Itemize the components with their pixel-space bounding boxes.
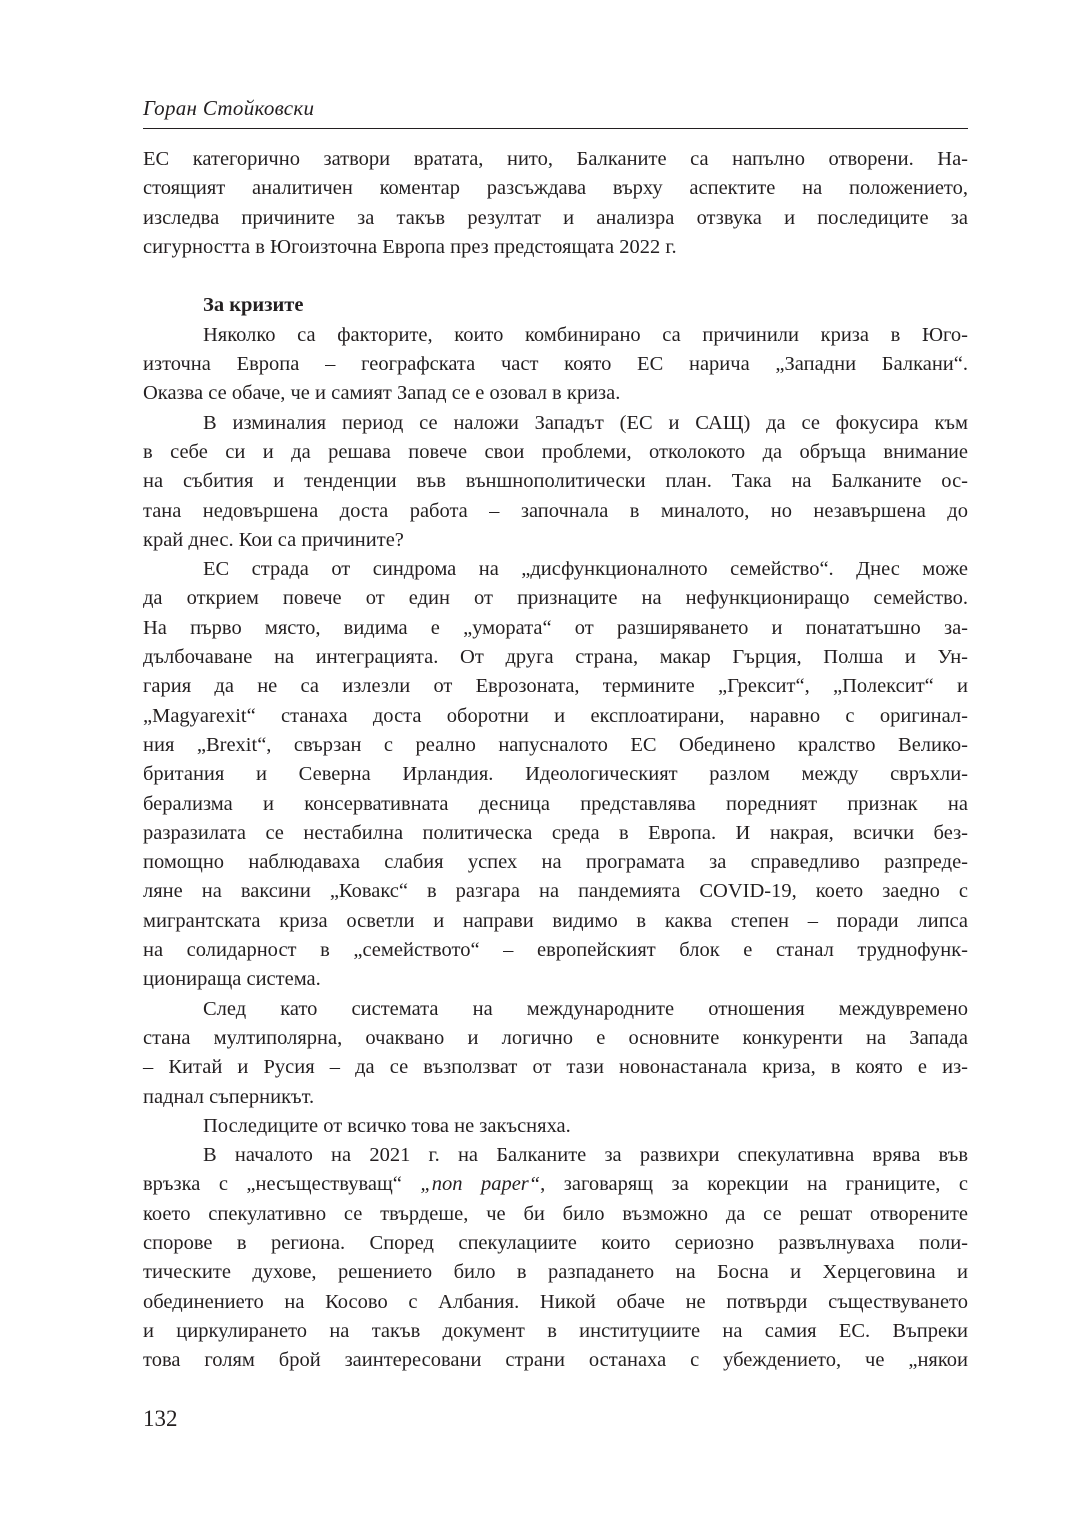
- text-line: стоящият аналитичен коментар разсъждава върху аспектите на положението,: [143, 177, 968, 200]
- text-line: помощно наблюдаваха слабия успех на програмата за справедливо разпреде-: [143, 851, 968, 874]
- text-line: гария да не са излезли от Еврозоната, термините „Грексит“, „Полексит“ и: [143, 675, 968, 698]
- text-line: край днес. Кои са причините?: [143, 528, 404, 551]
- text-line: – Китай и Русия – да се възползват от тази новонастанала криза, в която е из-: [143, 1056, 968, 1079]
- text-line: берализма и консервативната десница представлява поредният признак на: [143, 792, 968, 815]
- text-line: Оказва се обаче, че и самият Запад се е озовал в криза.: [143, 382, 621, 405]
- text-line: паднал съперникът.: [143, 1085, 315, 1108]
- text-line: В изминалия период се наложи Западът (ЕС и САЩ) да се фокусира към: [203, 411, 968, 434]
- text-line: В началото на 2021 г. на Балканите за развихри спекулативна врява във: [203, 1144, 968, 1167]
- text-line: което спекулативно се твърдеше, че би било възможно да се решат отворените: [143, 1202, 968, 1225]
- text-segment: връзка с „несъществуващ“: [143, 1173, 421, 1196]
- text-line: това голям брой заинтересовани страни останаха с убеждението, че „някои: [143, 1349, 968, 1372]
- text-line: ЕС категорично затвори вратата, нито, Балканите са напълно отворени. На-: [143, 148, 968, 170]
- text-line: ния „Brexit“, свързан с реално напусналото ЕС Обединено кралство Велико-: [143, 733, 968, 756]
- text-segment: , заговарящ за корекции на границите, с: [540, 1173, 968, 1196]
- text-line: стана мултиполярна, очаквано и логично е основните конкуренти на Запада: [143, 1026, 968, 1049]
- text-line: ционираща система.: [143, 968, 321, 991]
- text-line: изследва причините за такъв резултат и анализра отзвука и последиците за: [143, 206, 968, 229]
- text-line: обединението на Косово с Албания. Никой обаче не потвърди съществуването: [143, 1290, 968, 1313]
- text-line: и циркулирането на такъв документ в институциите на самия ЕС. Въпреки: [143, 1319, 968, 1342]
- text-line: на солидарност в „семейството“ – европейският блок е станал труднофунк-: [143, 939, 968, 962]
- italic-term: „non paper“: [420, 1173, 541, 1196]
- page-number: 132: [143, 1406, 178, 1431]
- section-heading: За кризите: [203, 294, 304, 317]
- text-line: тическите духове, решението било в разпадането на Босна и Херцеговина и: [143, 1261, 968, 1284]
- text-line: мигрантската криза осветли и направи видимо в каква степен – поради липса: [143, 909, 968, 932]
- text-line: британия и Северна Ирландия. Идеологическият разлом между свръхли-: [143, 763, 968, 786]
- text-line: Няколко са факторите, които комбинирано са причинили криза в Юго-: [203, 323, 968, 346]
- text-line: ляне на ваксини „Ковакс“ в разгара на пандемията COVID-19, което заедно с: [143, 880, 968, 903]
- header-rule: [143, 128, 968, 129]
- text-line: спорове в региона. Според спекулациите които сериозно развълнуваха поли-: [143, 1231, 968, 1254]
- text-line: На първо място, видима е „умората“ от разширяването и понататъшно за-: [143, 616, 968, 639]
- text-line: да открием повече от един от признаците на нефункциониращо семейство.: [143, 587, 968, 610]
- text-line: в себе си и да решава повече свои проблеми, отколокото да обръща внимание: [143, 440, 968, 463]
- text-line: [143, 1170, 968, 1199]
- running-header-author: Горан Стойковски: [143, 96, 315, 120]
- text-line: ЕС страда от синдрома на „дисфункционалното семейство“. Днес може: [203, 558, 968, 581]
- text-line: „Magyarexit“ станаха доста оборотни и експлоатирани, наравно с оригинал-: [143, 704, 968, 727]
- text-line: След като системата на международните отношения междувремено: [203, 997, 968, 1020]
- blank-line: [143, 262, 968, 291]
- page-body: [143, 145, 968, 1375]
- text-line: Последиците от всичко това не закъсняха.: [203, 1114, 571, 1137]
- text-line: сигурността в Югоизточна Европа през предстоящата 2022 г.: [143, 235, 677, 258]
- text-line: на събития и тенденции във външнополитически план. Така на Балканите ос-: [143, 470, 968, 493]
- text-line: тана недовършена доста работа – започнала в миналото, но незавършена до: [143, 499, 968, 522]
- text-line: разразилата се нестабилна политическа среда в Европа. И накрая, всички без-: [143, 821, 968, 844]
- text-line: източна Европа – географската част която ЕС нарича „Западни Балкани“.: [143, 353, 968, 376]
- text-line: дълбочаване на интеграцията. От друга страна, макар Гърция, Полша и Ун-: [143, 646, 968, 669]
